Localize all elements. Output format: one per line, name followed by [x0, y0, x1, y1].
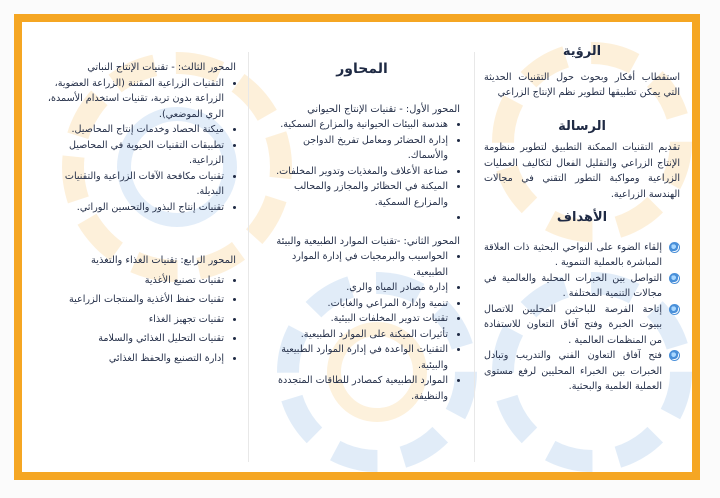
list-item: • تقنيات حفظ الأغذية والمنتجات الزراعية	[40, 292, 224, 308]
list-item: • تقنيات مكافحة الآفات الزراعية والتقنيات البديلة.	[40, 169, 224, 200]
left-column	[40, 60, 236, 366]
goal-item: إلقاء الضوء على النواحي البحثية ذات العلاقة المباشرة بالعملية التنموية .	[484, 240, 680, 271]
globe-bullet-icon	[669, 273, 680, 284]
axis4-list	[40, 273, 236, 367]
list-item: • تقنيات التحليل الغذائي والسلامة	[40, 331, 224, 347]
list-item: • ميكنة الحصاد وخدمات إنتاج المحاصيل.	[40, 122, 224, 138]
list-item: • إدارة التصنيع والحفظ الغذائي	[40, 351, 224, 367]
list-item	[264, 210, 448, 226]
list-item: • إدارة الحضائر ومعامل تفريخ الدواجن والأسماك.	[264, 133, 448, 164]
list-item: • تقنيات تجهيز الغذاء	[40, 312, 224, 328]
vision-title: الرؤية	[562, 44, 602, 59]
list-item: • التقنيات الواعدة في إدارة الموارد الطبيعية والبيئية.	[264, 342, 448, 373]
list-item: • تأثيرات الميكنة على الموارد الطبيعية.	[264, 327, 448, 343]
globe-bullet-icon	[669, 350, 680, 361]
list-item: • إدارة مصادر المياه والري.	[264, 280, 448, 296]
mission-text: تقديم التقنيات الممكنة التطبيق لتطوير منظومة الإنتاج الزراعي والتقليل الفعال لتكاليف العمليات الزراعية ومواكبة التطور التقني في مجالات الهندسة الزراعية.	[484, 142, 680, 200]
goal-item: التواصل بين الخبرات المحلية والعالمية في مجالات التنمية المختلفة .	[484, 271, 680, 302]
right-column	[484, 44, 680, 395]
list-item: • تقنيات تصنيع الأغذية	[40, 273, 224, 289]
column-divider	[248, 52, 249, 462]
vision-text: استقطاب أفكار وبحوث حول التقنيات الحديثة التي يمكن تطبيقها لتطوير نظم الإنتاج الزراعي	[484, 71, 680, 98]
column-divider	[474, 52, 475, 462]
list-item: • تقنيات تدوير المخلفات البيئية.	[264, 311, 448, 327]
list-item: • تطبيقات التقنيات الحيوية في المحاصيل الزراعية.	[40, 138, 224, 169]
list-item: • الموارد الطبيعية كمصادر للطاقات المتجددة والنظيفة.	[264, 373, 448, 404]
globe-bullet-icon	[669, 242, 680, 253]
list-item: • الميكنة في الحظائر والمجازر والمحالب والمزارع السمكية.	[264, 179, 448, 210]
globe-bullet-icon	[669, 304, 680, 315]
brochure-frame	[14, 14, 700, 480]
axis2-title: المحور الثاني: -تقنيات الموارد الطبيعية والبيئة	[276, 235, 460, 247]
goals-title: الأهداف	[556, 210, 608, 225]
list-item: • التقنيات الزراعية المقننة (الزراعة العضوية، الزراعة بدون تربة، تقنيات استخدام الأسمدة، الري الموضعي).	[40, 76, 224, 123]
goals-list	[484, 240, 680, 395]
axis3-list	[40, 76, 236, 216]
axis1-title: المحور الأول: - تقنيات الإنتاج الحيواني	[307, 103, 460, 115]
axis2-list	[264, 249, 460, 404]
goal-item: فتح آفاق التعاون الفني والتدريب وتبادل الخبرات بين الخبراء المحليين لرفع مستوى العملية العلمية والبحثية.	[484, 348, 680, 395]
list-item: • تقنيات إنتاج البذور والتحسين الوراثي.	[40, 200, 224, 216]
axes-title: المحاور	[336, 61, 388, 77]
goal-item: إتاحة الفرصة للباحثين المحليين للاتصال ببيوت الخبرة وفتح آفاق التعاون للاستفادة من المنظمات العالمية .	[484, 302, 680, 349]
list-item: • صناعة الأعلاف والمغذيات وتدوير المخلفات.	[264, 164, 448, 180]
mission-title: الرسالة	[558, 118, 606, 134]
list-item: • الحواسيب والبرمجيات في إدارة الموارد الطبيعية.	[264, 249, 448, 280]
middle-column	[264, 62, 460, 404]
axis4-title: المحور الرابع: تقنيات الغذاء والتغذية	[91, 255, 236, 266]
list-item: • تنمية وإدارة المراعي والغابات.	[264, 296, 448, 312]
axis1-list	[264, 117, 460, 226]
list-item: • هندسة البيئات الحيوانية والمزارع السمكية.	[264, 117, 448, 133]
axis3-title: المحور الثالث: - تقنيات الإنتاج النباتي	[87, 62, 236, 73]
